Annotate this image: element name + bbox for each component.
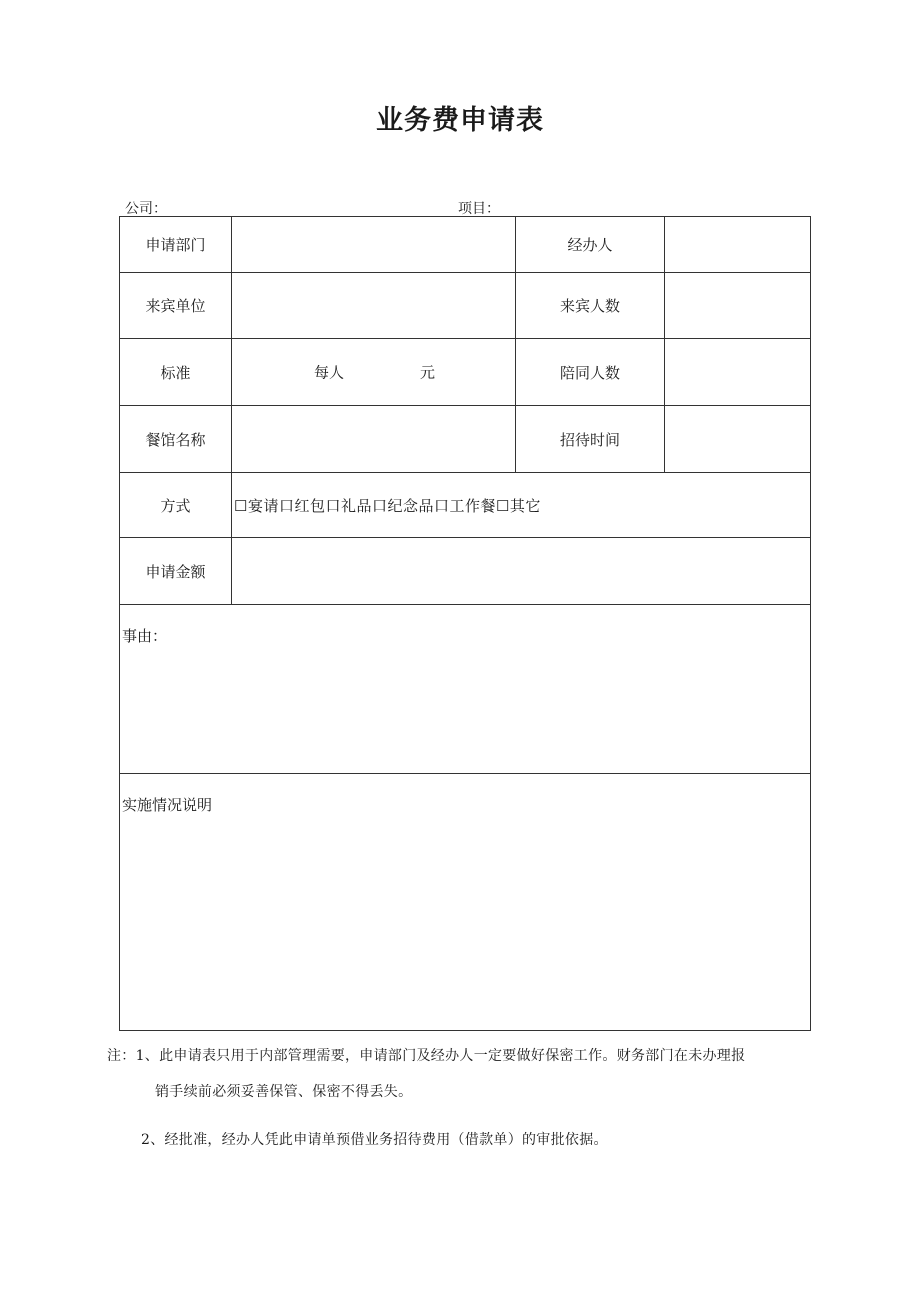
dept-field[interactable] [232,217,516,273]
standard-label: 标准 [120,339,232,406]
amount-field[interactable] [232,538,811,605]
reception-time-label: 招待时间 [516,406,665,473]
amount-label: 申请金额 [120,538,232,605]
form-row-dept [120,217,811,273]
note-line-2: 销手续前必须妥善保管、保密不得丢失。 [155,1084,413,1100]
form-row-amount [120,538,811,605]
project-label: 项目： [458,201,500,217]
company-label: 公司： [125,201,167,217]
implementation-field[interactable] [120,774,811,1031]
guest-count-label: 来宾人数 [516,273,665,339]
handler-label: 经办人 [516,217,665,273]
form-row-guest-unit [120,273,811,339]
form-row-standard [120,339,811,406]
document-title: 业务费申请表 [376,105,544,136]
note-line-1: 注：1、此申请表只用于内部管理需要，申请部门及经办人一定要做好保密工作。财务部门在未办理报 [107,1048,746,1064]
escort-count-field[interactable] [665,339,811,406]
guest-unit-field[interactable] [232,273,516,339]
standard-field[interactable] [232,339,516,406]
application-form-table [119,216,811,1031]
form-row-method [120,473,811,538]
reason-field[interactable] [120,605,811,774]
guest-unit-label: 来宾单位 [120,273,232,339]
dept-label: 申请部门 [120,217,232,273]
restaurant-label: 餐馆名称 [120,406,232,473]
form-row-reason [120,605,811,774]
form-row-implementation [120,774,811,1031]
escort-count-label: 陪同人数 [516,339,665,406]
per-person-text: 每人 [314,363,345,382]
method-label: 方式 [120,473,232,538]
reception-time-field[interactable] [665,406,811,473]
method-options[interactable]: ☐宴请口红包口礼品口纪念品口工作餐☐其它 [232,473,811,538]
note-line-3: 2、经批准，经办人凭此申请单预借业务招待费用（借款单）的审批依据。 [141,1132,608,1148]
form-row-restaurant [120,406,811,473]
implementation-label: 实施情况说明 [122,796,213,814]
handler-field[interactable] [665,217,811,273]
reason-label: 事由： [122,627,168,645]
guest-count-field[interactable] [665,273,811,339]
restaurant-field[interactable] [232,406,516,473]
yuan-unit-text: 元 [420,363,436,382]
